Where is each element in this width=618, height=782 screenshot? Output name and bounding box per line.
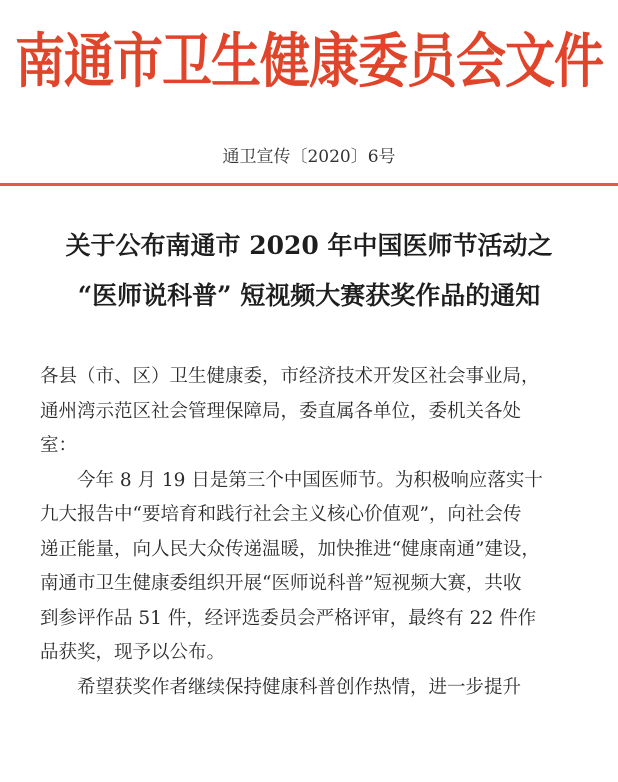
issuer-masthead: 南通市卫生健康委员会文件: [15, 26, 603, 96]
recipients-line: 室：: [40, 435, 78, 456]
paragraph-line: 希望获奖作者继续保持健康科普创作热情，进一步提升: [77, 676, 522, 698]
notice-title-line-1: 关于公布南通市 2020 年中国医师节活动之: [65, 231, 553, 260]
recipients-paragraph: [40, 360, 585, 464]
notice-body: [40, 360, 585, 705]
document-number: 通卫宣传〔2020〕6号: [222, 147, 396, 167]
paragraph-line: 到参评作品 51 件，经评选委员会严格评审，最终有 22 件作: [40, 607, 537, 629]
paragraph-line: 品获奖，现予以公布。: [40, 642, 226, 663]
recipients-line: 各县（市、区）卫生健康委，市经济技术开发区社会事业局，: [40, 366, 540, 387]
body-paragraph-1: [40, 464, 585, 671]
red-divider-line: [0, 183, 618, 186]
paragraph-line: 递正能量，向人民大众传递温暖，加快推进“健康南通”建设，: [40, 538, 540, 560]
paragraph-line: 九大报告中“要培育和践行社会主义核心价值观”，向社会传: [40, 504, 522, 525]
body-paragraph-2: [40, 671, 585, 706]
notice-title-line-2: “医师说科普” 短视频大赛获奖作品的通知: [77, 281, 541, 310]
paragraph-line: 今年 8 月 19 日是第三个中国医师节。为积极响应落实十: [77, 469, 543, 491]
recipients-line: 通州湾示范区社会管理保障局，委直属各单位，委机关各处: [40, 400, 522, 422]
paragraph-line: 南通市卫生健康委组织开展“医师说科普”短视频大赛，共收: [40, 573, 522, 594]
